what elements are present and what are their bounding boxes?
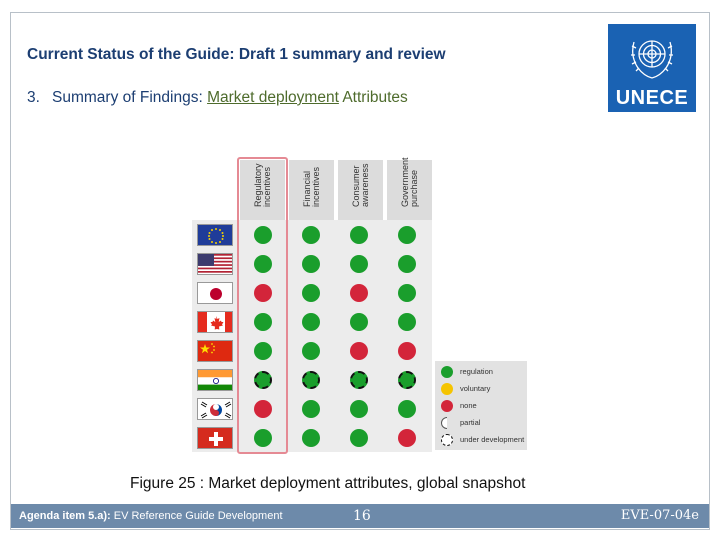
matrix-cell-dot bbox=[254, 255, 272, 273]
legend-under-development-swatch bbox=[441, 434, 453, 446]
legend-label: regulation bbox=[460, 367, 493, 376]
legend-label: partial bbox=[460, 418, 481, 427]
matrix-cell-dot bbox=[398, 429, 416, 447]
column-header-line1: Consumer bbox=[350, 165, 361, 207]
section-subtitle bbox=[27, 89, 408, 107]
matrix-cell-dot bbox=[350, 400, 368, 418]
canada-flag-icon bbox=[197, 311, 233, 333]
column-header-line2: purchase bbox=[408, 169, 419, 207]
column-header-line1: Financial bbox=[301, 170, 312, 207]
matrix-cell-dot bbox=[254, 429, 272, 447]
china-flag-icon bbox=[197, 340, 233, 362]
matrix-cell-dot bbox=[302, 371, 320, 389]
matrix-cell-dot bbox=[350, 313, 368, 331]
legend-voluntary-swatch bbox=[441, 383, 453, 395]
legend-label: none bbox=[460, 401, 477, 410]
section-number: 3. bbox=[27, 89, 40, 106]
matrix-cell-dot bbox=[302, 400, 320, 418]
column-header-consumer bbox=[338, 162, 383, 218]
matrix-cell-dot bbox=[398, 400, 416, 418]
legend-label: under development bbox=[460, 435, 525, 444]
matrix-cell-dot bbox=[254, 371, 272, 389]
matrix-cell-dot bbox=[398, 342, 416, 360]
matrix-cell-dot bbox=[350, 284, 368, 302]
matrix-cell-dot bbox=[302, 313, 320, 331]
legend-partial-swatch bbox=[441, 417, 453, 429]
usa-flag-icon bbox=[197, 253, 233, 275]
unece-logo bbox=[608, 24, 696, 112]
figure-caption: Figure 25 : Market deployment attributes, global snapshot bbox=[130, 475, 526, 492]
column-header-line2: incentives bbox=[310, 166, 321, 207]
matrix-cell-dot bbox=[350, 371, 368, 389]
column-header-line1: Regulatory bbox=[252, 163, 263, 207]
un-emblem-icon bbox=[628, 30, 676, 82]
page-number: 16 bbox=[353, 508, 371, 524]
subtitle-underlined: Market deployment bbox=[207, 89, 339, 106]
subtitle-plain: Summary of Findings: bbox=[52, 89, 208, 106]
page-title: Current Status of the Guide: Draft 1 summary and review bbox=[27, 46, 446, 63]
legend-regulation-swatch bbox=[441, 366, 453, 378]
matrix-cell-dot bbox=[302, 284, 320, 302]
matrix-cell-dot bbox=[302, 226, 320, 244]
india-flag-icon bbox=[197, 369, 233, 391]
eu-flag-icon bbox=[197, 224, 233, 246]
legend bbox=[435, 361, 527, 450]
column-header-financial bbox=[289, 162, 334, 218]
matrix-cell-dot bbox=[398, 226, 416, 244]
matrix-cell-dot bbox=[398, 371, 416, 389]
matrix-cell-dot bbox=[302, 429, 320, 447]
column-header-line1: Government bbox=[399, 157, 410, 207]
matrix-cell-dot bbox=[350, 429, 368, 447]
matrix-cell-dot bbox=[254, 400, 272, 418]
matrix-cell-dot bbox=[398, 313, 416, 331]
matrix-cell-dot bbox=[398, 255, 416, 273]
matrix-cell-dot bbox=[302, 255, 320, 273]
matrix-cell-dot bbox=[254, 226, 272, 244]
legend-none-swatch bbox=[441, 400, 453, 412]
matrix-cell-dot bbox=[350, 226, 368, 244]
footer-agenda-label: Agenda item 5.a): bbox=[19, 510, 111, 522]
matrix-cell-dot bbox=[350, 255, 368, 273]
footer-agenda-text: EV Reference Guide Development bbox=[110, 510, 283, 522]
switzerland-flag-icon bbox=[197, 427, 233, 449]
matrix-cell-dot bbox=[254, 342, 272, 360]
document-code: EVE-07-04e bbox=[620, 508, 699, 523]
matrix-cell-dot bbox=[302, 342, 320, 360]
logo-text: UNECE bbox=[615, 87, 689, 109]
matrix-cell-dot bbox=[254, 284, 272, 302]
subtitle-tail: Attributes bbox=[338, 89, 408, 106]
japan-flag-icon bbox=[197, 282, 233, 304]
matrix-cell-dot bbox=[254, 313, 272, 331]
column-header-government bbox=[387, 157, 432, 218]
column-header-line2: incentives bbox=[261, 166, 272, 207]
column-header-line2: awareness bbox=[359, 163, 370, 207]
matrix-cell-dot bbox=[398, 284, 416, 302]
matrix-cell-dot bbox=[350, 342, 368, 360]
korea-flag-icon bbox=[197, 398, 233, 420]
footer-bar bbox=[11, 504, 709, 528]
legend-label: voluntary bbox=[460, 384, 491, 393]
footer-agenda bbox=[19, 510, 283, 522]
